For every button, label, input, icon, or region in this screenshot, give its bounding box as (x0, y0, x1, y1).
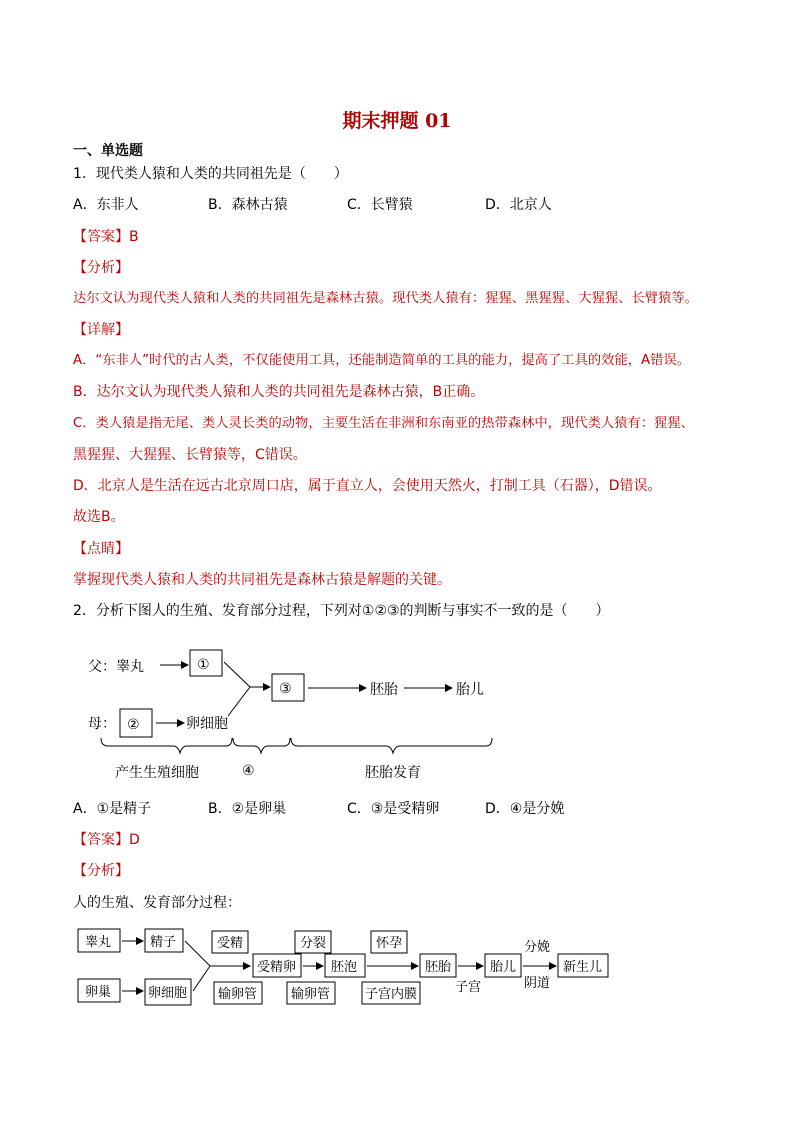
endometrium-label: 子宫内膜 (365, 987, 418, 1002)
q2-option-c: C．③是受精卵 (347, 801, 440, 817)
sperm-label: 精子 (150, 935, 177, 950)
reproduction-diagram-question (0, 640, 794, 790)
q1-tip: 掌握现代类人猿和人类的共同祖先是森林古猿是解题的关键。 (73, 572, 451, 588)
blastocyst-label: 胚泡 (331, 960, 358, 975)
q1-detail-c: C．类人猿是指无尾、类人灵长类的动物，主要生活在非洲和东南亚的热带森林中，现代类人猿有：猩猩、 (73, 416, 694, 431)
pregnancy-label: 怀孕 (376, 936, 403, 951)
fetus-label-2: 胎儿 (490, 960, 517, 975)
q1-answer: 【答案】B (73, 229, 139, 245)
brace-1 (101, 738, 232, 753)
q2-analysis-label: 【分析】 (73, 863, 129, 879)
testis-label: 睾丸 (85, 935, 112, 950)
q1-option-c: C．长臂猿 (347, 197, 413, 213)
q1-detail-d: D．北京人是生活在远古北京周口店，属于直立人，会使用天然火，打制工具（石器），D错误。 (73, 478, 662, 494)
q2-answer: 【答案】D (73, 832, 140, 848)
brace-2 (233, 738, 290, 753)
brace-3-label: 胚胎发育 (365, 765, 421, 781)
uterus-label: 子宫 (455, 980, 482, 995)
q2-analysis: 人的生殖、发育部分过程： (73, 895, 241, 911)
question-1-stem: 1．现代类人猿和人类的共同祖先是（ ） (73, 166, 348, 182)
q1-detail-a: A．“东非人”时代的古人类，不仅能使用工具，还能制造简单的工具的能力，提高了工具的效能，A错误。 (73, 353, 691, 368)
embryo-label-2: 胚胎 (425, 960, 452, 975)
question-2-stem: 2．分析下图人的生殖、发育部分过程，下列对①②③的判断与事实不一致的是（ ） (73, 603, 610, 619)
box-3-label: ③ (279, 681, 292, 697)
q2-option-d: D．④是分娩 (485, 801, 565, 817)
q1-option-b: B．森林古猿 (208, 197, 288, 213)
q1-analysis: 达尔文认为现代类人猿和人类的共同祖先是森林古猿。现代类人猿有：猩猩、黑猩猩、大猩猩、长臂猿等。 (73, 291, 698, 306)
q2-option-a: A．①是精子 (73, 801, 152, 817)
father-testis-label: 父：睾丸 (88, 659, 144, 675)
fertilization-label: 受精 (217, 936, 244, 951)
mother-label: 母： (88, 716, 116, 732)
q1-detail-b: B．达尔文认为现代类人猿和人类的共同祖先是森林古猿，B正确。 (73, 384, 485, 400)
fetus-label: 胎儿 (456, 682, 484, 698)
oviduct-label-1: 输卵管 (218, 987, 258, 1002)
egg-cell-label-2: 卵细胞 (148, 986, 188, 1001)
oviduct-label-2: 输卵管 (291, 987, 331, 1002)
egg-cell-label: 卵细胞 (186, 716, 228, 732)
division-label: 分裂 (300, 936, 327, 951)
q1-analysis-label: 【分析】 (73, 260, 129, 276)
q1-conclusion: 故选B。 (73, 509, 125, 525)
brace-1-label: 产生生殖细胞 (115, 765, 199, 781)
embryo-label: 胚胎 (370, 682, 398, 698)
box-2-label: ② (127, 717, 140, 733)
reproduction-process-diagram (0, 918, 794, 1018)
section-heading: 一、单选题 (73, 143, 143, 159)
zygote-label: 受精卵 (257, 960, 297, 975)
brace-2-label: ④ (242, 763, 255, 779)
brace-3 (291, 738, 492, 753)
box-1-label: ① (197, 657, 210, 673)
q2-option-b: B．②是卵巢 (208, 801, 287, 817)
delivery-label: 分娩 (524, 940, 551, 955)
q1-detail-label: 【详解】 (73, 322, 129, 338)
ovary-label: 卵巢 (85, 985, 112, 1000)
q1-option-d: D．北京人 (485, 197, 552, 213)
page-title: 期末押题 01 (342, 110, 452, 132)
q1-option-a: A．东非人 (73, 197, 139, 213)
vagina-label: 阴道 (524, 976, 551, 991)
q1-detail-c-cont: 黑猩猩、大猩猩、长臂猿等，C错误。 (73, 447, 307, 463)
newborn-label: 新生儿 (563, 960, 603, 975)
q1-tip-label: 【点睛】 (73, 541, 129, 557)
